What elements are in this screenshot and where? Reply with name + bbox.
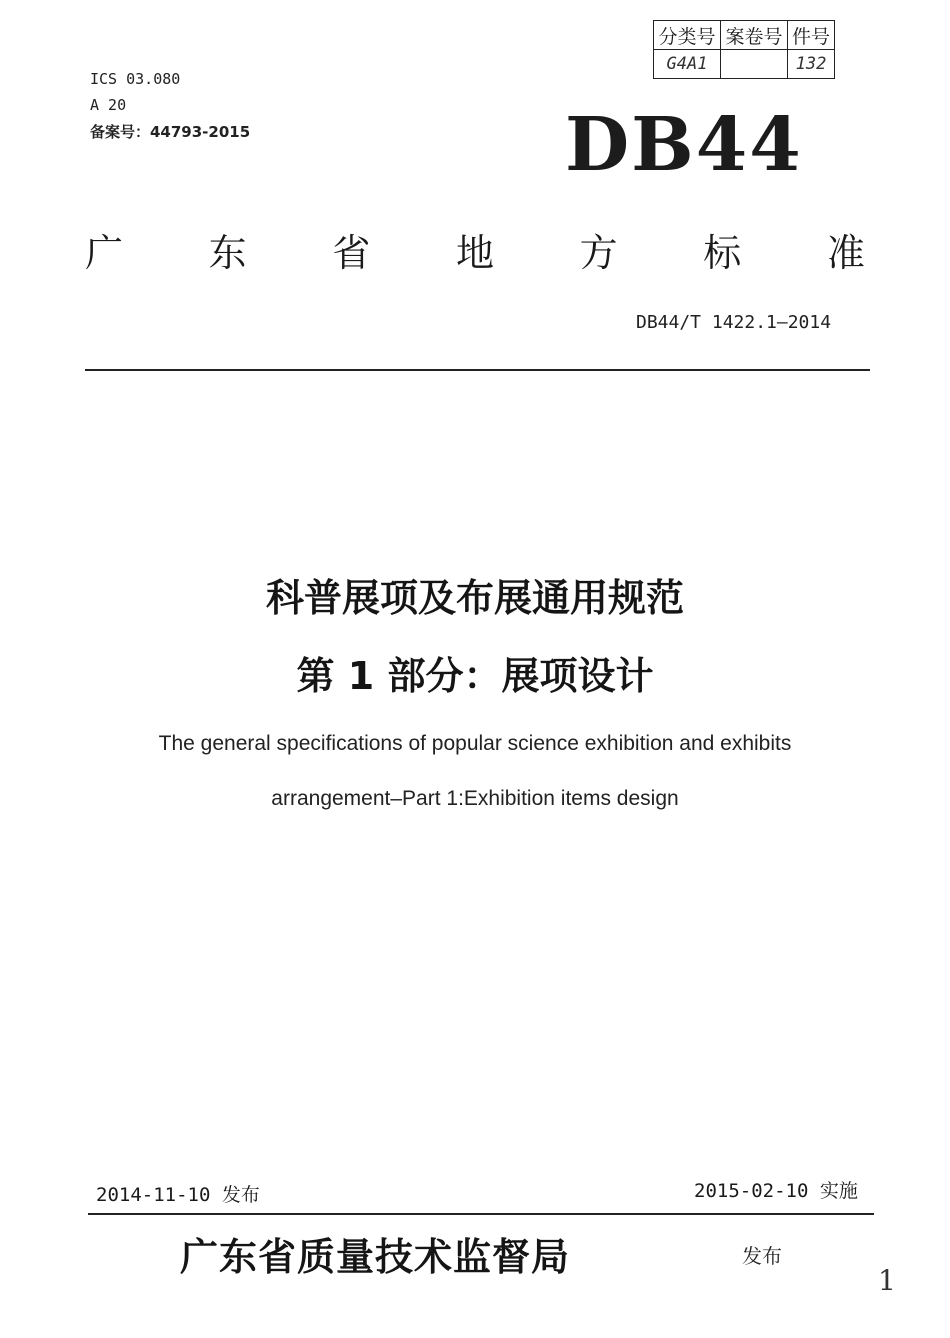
stamp-header-file: 案卷号	[721, 21, 788, 50]
stamp-header-item: 件号	[788, 21, 835, 50]
stamp-value-category: G4A1	[654, 50, 721, 79]
footer-divider	[88, 1213, 874, 1215]
archive-stamp	[653, 20, 835, 79]
standard-type-char: 准	[826, 231, 865, 275]
issuing-action: 发布	[742, 1244, 782, 1268]
db44-logo: DB44	[565, 102, 803, 188]
ics-code: ICS 03.080	[90, 70, 181, 88]
standard-type	[85, 222, 865, 277]
standard-type-char: 标	[703, 231, 742, 275]
standard-type-char: 东	[208, 231, 247, 275]
stamp-value-file	[721, 50, 788, 79]
title-cn-main: 科普展项及布展通用规范	[265, 576, 684, 620]
stamp-value-item: 132	[788, 50, 835, 79]
implementation-date: 2015-02-10 实施	[694, 1180, 858, 1202]
standard-type-char: 方	[579, 231, 618, 275]
stamp-header-category: 分类号	[654, 21, 721, 50]
page-number: 1	[878, 1264, 896, 1297]
title-en-line2: arrangement–Part 1:Exhibition items design	[271, 787, 679, 810]
standard-type-char: 省	[332, 231, 371, 275]
issuing-authority: 广东省质量技术监督局	[180, 1234, 571, 1279]
ccs-code: A 20	[90, 96, 127, 114]
standard-type-char: 广	[85, 231, 124, 275]
title-en-line1: The general specifications of popular science exhibition and exhibits	[158, 732, 792, 755]
standard-number: DB44/T 1422.1—2014	[636, 312, 832, 333]
header-divider	[85, 369, 870, 371]
record-number: 备案号：44793-2015	[90, 123, 251, 141]
issue-date: 2014-11-10 发布	[96, 1184, 260, 1206]
title-cn-part: 第 1 部分：展项设计	[296, 654, 654, 698]
standard-type-char: 地	[455, 231, 494, 275]
